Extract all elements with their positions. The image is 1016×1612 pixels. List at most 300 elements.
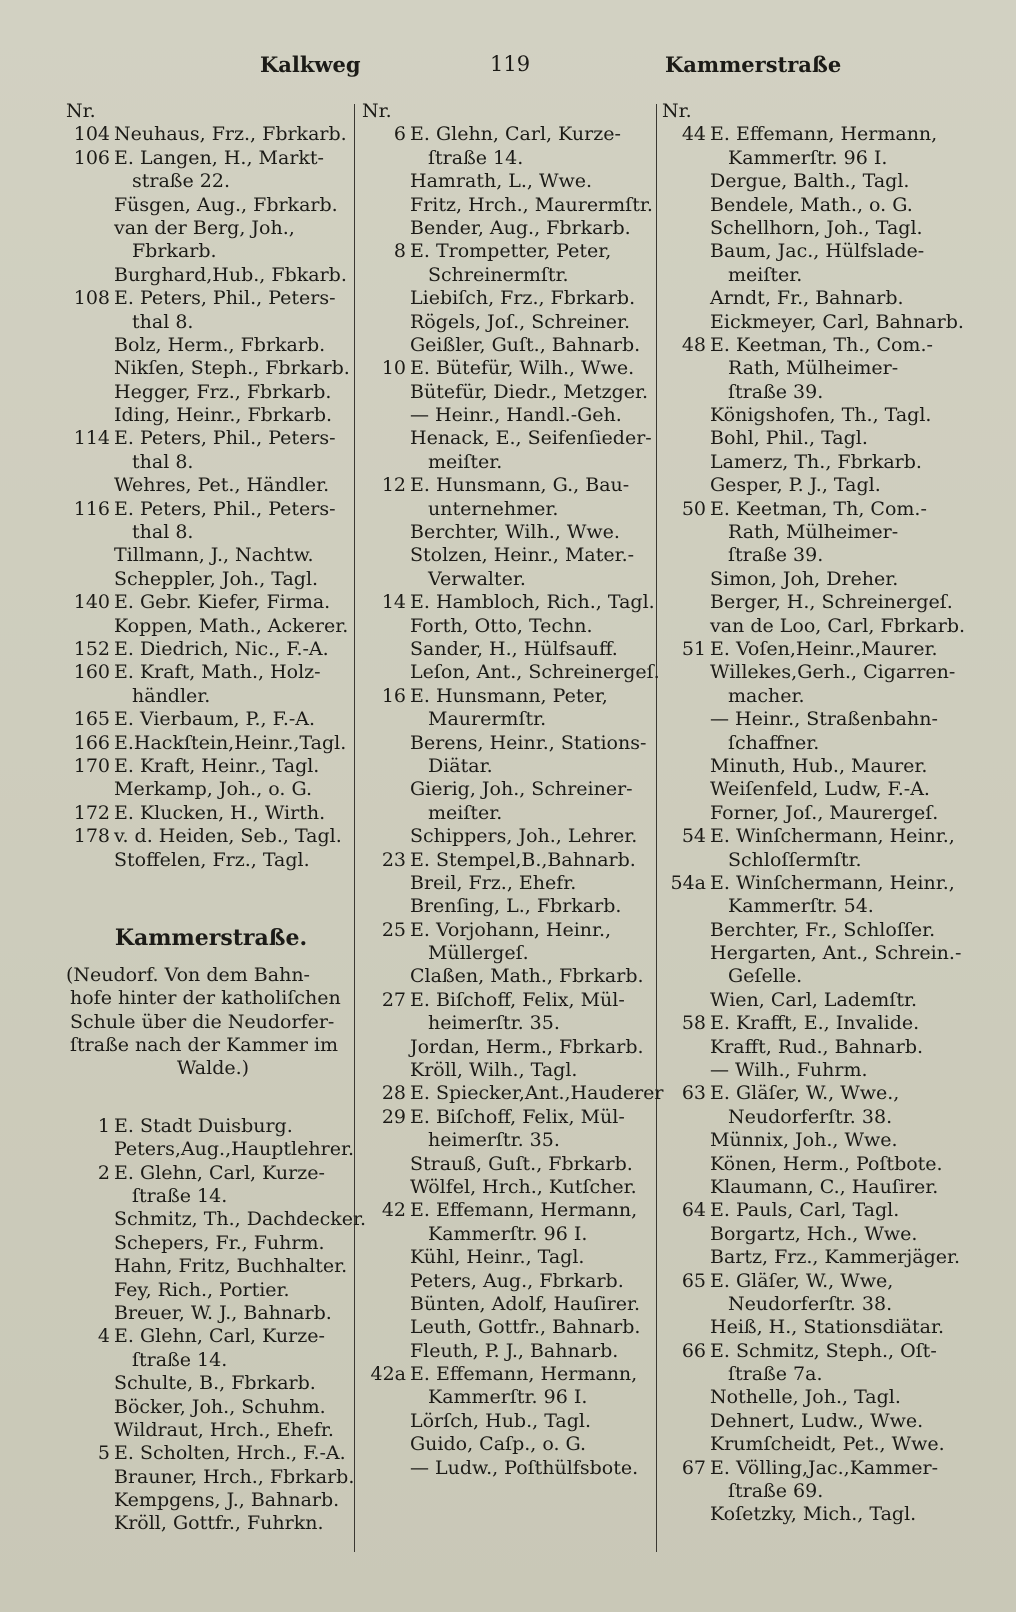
directory-entry: [362, 427, 652, 450]
directory-entry: [662, 311, 962, 334]
entry-text: Königshofen, Th., Tagl.: [710, 404, 932, 427]
entry-continuation: [362, 451, 652, 474]
entry-continuation: [362, 708, 652, 731]
directory-entry: [66, 381, 356, 404]
entry-text: Kammerſtr. 96 I.: [728, 146, 888, 169]
directory-entry: [662, 1503, 962, 1526]
directory-entry: [662, 217, 962, 240]
section-description-line: Schule über die Neudorfer-: [70, 1010, 335, 1033]
entry-text: Hahn, Fritz, Buchhalter.: [114, 1255, 348, 1278]
entry-text: Bolz, Herm., Fbrkarb.: [114, 333, 326, 356]
house-number: 50: [681, 497, 706, 520]
directory-entry: [66, 732, 356, 755]
entry-continuation: [662, 544, 962, 567]
directory-entry: [362, 1082, 664, 1105]
directory-entry: [662, 638, 962, 661]
entry-text: Borgartz, Hch., Wwe.: [710, 1222, 918, 1245]
entry-continuation: [66, 311, 356, 334]
entry-text: E. Glehn, Carl, Kurze-: [114, 1325, 325, 1348]
entry-continuation: [662, 1106, 962, 1129]
directory-entry: [66, 1232, 356, 1255]
entry-text: Berchter, Wilh., Wwe.: [410, 521, 620, 544]
directory-entry: [662, 1082, 962, 1105]
directory-entry: [66, 1162, 356, 1185]
directory-entry: [362, 1246, 652, 1269]
entry-continuation: [662, 685, 962, 708]
directory-entry: [66, 357, 356, 380]
directory-entry: [662, 568, 962, 591]
entry-text: ſchaffner.: [728, 731, 820, 754]
entry-text: — Heinr., Handl.-Geh.: [410, 404, 622, 427]
entry-continuation: [662, 1480, 962, 1503]
entry-text: Hergarten, Ant., Schrein.-: [710, 942, 962, 965]
directory-entry: [362, 1457, 652, 1480]
directory-entry: [362, 357, 652, 380]
entry-text: Rath, Mülheimer-: [728, 521, 899, 544]
directory-entry: [66, 755, 356, 778]
entry-text: ſtraße 69.: [728, 1480, 824, 1503]
section-description-line: (Neudorf. Von dem Bahn-: [66, 963, 310, 986]
entry-text: Neuhaus, Frz., Fbrkarb.: [114, 123, 347, 146]
entry-text: Stolzen, Heinr., Mater.-: [410, 544, 635, 567]
entry-text: Neudorferſtr. 38.: [728, 1105, 893, 1128]
entry-text: Hamrath, L., Wwe.: [410, 170, 593, 193]
entry-text: thal 8.: [132, 450, 194, 473]
house-number: 104: [73, 123, 110, 146]
entry-text: — Heinr., Straßenbahn-: [710, 708, 938, 731]
directory-entry: [362, 1036, 652, 1059]
entry-text: Wölfel, Hrch., Kutſcher.: [410, 1175, 637, 1198]
entry-text: Schepers, Fr., Fuhrm.: [114, 1231, 325, 1254]
house-number: 166: [73, 731, 110, 754]
directory-entry: [66, 1138, 356, 1161]
entry-text: Rögels, Joſ., Schreiner.: [410, 310, 631, 333]
entry-text: v. d. Heiden, Seb., Tagl.: [114, 825, 342, 848]
entry-text: Könen, Herm., Poſtbote.: [710, 1152, 943, 1175]
entry-text: Schippers, Joh., Lehrer.: [410, 825, 638, 848]
entry-text: Bartz, Frz., Kammerjäger.: [710, 1246, 961, 1269]
entry-text: E. Gläſer, W., Wwe,: [710, 1269, 894, 1292]
directory-entry: [66, 427, 356, 450]
entry-text: Kempgens, J., Bahnarb.: [114, 1489, 340, 1512]
directory-entry: [362, 1363, 652, 1386]
directory-entry: [662, 287, 962, 310]
house-number: 170: [73, 754, 110, 777]
entry-text: Böcker, Joh., Schuhm.: [114, 1395, 326, 1418]
directory-entry: [662, 1153, 962, 1176]
directory-entry: [362, 1433, 652, 1456]
entry-continuation: [66, 1185, 356, 1208]
entry-continuation: [362, 264, 652, 287]
directory-entry: [66, 334, 356, 357]
entry-text: E. Glehn, Carl, Kurze-: [114, 1161, 325, 1184]
directory-entry: [66, 123, 356, 146]
directory-entry: [662, 404, 962, 427]
directory-entry: [362, 1410, 652, 1433]
entry-text: van der Berg, Joh.,: [114, 216, 295, 239]
entry-continuation: [362, 498, 652, 521]
directory-entry: [662, 614, 966, 638]
directory-entry: [362, 240, 652, 263]
directory-entry: [66, 498, 356, 521]
entry-text: Dergue, Balth., Tagl.: [710, 170, 910, 193]
directory-entry: [662, 1386, 962, 1409]
entry-text: Sander, H., Hülfsauff.: [410, 637, 618, 660]
directory-entry: [662, 1059, 962, 1082]
entry-text: Guido, Caſp., o. G.: [410, 1433, 587, 1456]
entry-text: Klaumann, C., Hauſirer.: [710, 1175, 939, 1198]
entry-text: Berger, H., Schreinergeſ.: [710, 591, 953, 614]
directory-entry: [362, 1340, 652, 1363]
entry-text: Peters,Aug.,Hauptlehrer.: [114, 1138, 354, 1161]
house-number: 165: [73, 708, 110, 731]
entry-text: Liebiſch, Frz., Fbrkarb.: [410, 287, 636, 310]
entry-text: Brenſing, L., Fbrkarb.: [410, 895, 622, 918]
entry-text: Simon, Joh, Dreher.: [710, 567, 899, 590]
directory-entry: [662, 1270, 962, 1293]
directory-entry: [362, 872, 652, 895]
entry-text: Claßen, Math., Fbrkarb.: [410, 965, 644, 988]
column-nr-heading: Nr.: [66, 100, 96, 122]
entry-text: van de Loo, Carl, Fbrkarb.: [710, 614, 966, 637]
directory-entry: [66, 287, 356, 310]
house-number: 12: [381, 474, 406, 497]
house-number: 16: [381, 684, 406, 707]
directory-entry: [662, 427, 962, 450]
directory-entry: [362, 1153, 652, 1176]
house-number: 54a: [670, 871, 706, 894]
entry-text: Brauner, Hrch., Fbrkarb.: [114, 1465, 355, 1488]
entry-text: E. Gebr. Kiefer, Firma.: [114, 591, 331, 614]
entry-text: Bütefür, Diedr., Metzger.: [410, 380, 649, 403]
directory-entry: [662, 1176, 962, 1199]
entry-text: heimerſtr. 35.: [428, 1129, 560, 1152]
entry-text: E. Klucken, H., Wirth.: [114, 801, 326, 824]
entry-text: Breuer, W. J., Bahnarb.: [114, 1301, 332, 1324]
entry-text: E. Peters, Phil., Peters-: [114, 497, 336, 520]
entry-continuation: [662, 1293, 962, 1316]
directory-entry: [362, 895, 652, 918]
directory-entry: [66, 194, 356, 217]
entry-text: E. Biſchoff, Felix, Mül-: [410, 1105, 625, 1128]
entry-text: Füsgen, Aug., Fbrkarb.: [114, 193, 338, 216]
directory-entry: [362, 217, 652, 240]
entry-text: Bünten, Adolf, Hauſirer.: [410, 1292, 641, 1315]
house-number: 42a: [370, 1363, 406, 1386]
entry-text: Scheppler, Joh., Tagl.: [114, 567, 319, 590]
entry-continuation: [66, 685, 356, 708]
directory-entry: [66, 1466, 356, 1489]
entry-text: E. Voſen,Heinr.,Maurer.: [710, 637, 938, 660]
entry-text: ſtraße 7a.: [728, 1363, 823, 1386]
directory-entry: [362, 1316, 652, 1339]
entry-text: Hegger, Frz., Fbrkarb.: [114, 380, 332, 403]
directory-entry: [362, 521, 652, 544]
directory-entry: [66, 778, 356, 801]
directory-entry: [362, 170, 652, 193]
entry-text: E. Hambloch, Rich., Tagl.: [410, 591, 655, 614]
entry-continuation: [66, 451, 356, 474]
directory-entry: [66, 708, 356, 731]
entry-text: E. Peters, Phil., Peters-: [114, 287, 336, 310]
entry-continuation: [362, 1223, 652, 1246]
directory-entry: [362, 1059, 652, 1082]
entry-text: Schreinermſtr.: [428, 263, 569, 286]
directory-entry: [362, 123, 652, 146]
house-number: 4: [97, 1325, 110, 1348]
directory-entry: [66, 147, 356, 170]
directory-entry: [662, 825, 962, 848]
entry-text: E. Hunsmann, G., Bau-: [410, 474, 630, 497]
entry-text: E. Biſchoff, Felix, Mül-: [410, 988, 625, 1011]
header-left-street: Kalkweg: [260, 52, 361, 77]
entry-text: Iding, Heinr., Fbrkarb.: [114, 404, 333, 427]
house-number: 58: [681, 1012, 706, 1035]
directory-entry: [362, 311, 652, 334]
entry-text: thal 8.: [132, 521, 194, 544]
directory-entry: [66, 615, 356, 638]
entry-text: Nikſen, Steph., Fbrkarb.: [114, 357, 350, 380]
directory-entry: [662, 1316, 962, 1339]
entry-text: Wehres, Pet., Händler.: [114, 474, 330, 497]
entry-text: macher.: [728, 684, 805, 707]
directory-entry: [362, 661, 660, 684]
directory-entry: [66, 1419, 356, 1442]
house-number: 160: [73, 661, 110, 684]
house-number: 14: [381, 591, 406, 614]
entry-text: Fleuth, P. J., Bahnarb.: [410, 1339, 619, 1362]
directory-entry: [362, 638, 652, 661]
entry-text: Weiſenfeld, Ludw, F.-A.: [710, 778, 930, 801]
entry-text: Lörſch, Hub., Tagl.: [410, 1409, 592, 1432]
column-2: [362, 100, 664, 1480]
house-number: 2: [97, 1161, 110, 1184]
entry-text: Nothelle, Joh., Tagl.: [710, 1386, 901, 1409]
entry-continuation: [662, 381, 962, 404]
entry-text: — Wilh., Fuhrm.: [710, 1059, 868, 1082]
entry-text: E. Stempel,B.,Bahnarb.: [410, 848, 636, 871]
house-number: 51: [681, 637, 706, 660]
entry-text: Leuth, Gottfr., Bahnarb.: [410, 1316, 641, 1339]
house-number: 28: [381, 1082, 406, 1105]
directory-entry: [66, 1325, 356, 1348]
house-number: 1: [97, 1114, 110, 1137]
house-number: 108: [73, 287, 110, 310]
entry-text: E. Pauls, Carl, Tagl.: [710, 1199, 900, 1222]
entry-text: Schloſſermſtr.: [728, 848, 862, 871]
entry-continuation: [662, 895, 962, 918]
directory-entry: [362, 919, 652, 942]
directory-entry: [66, 544, 356, 567]
directory-entry: [662, 498, 962, 521]
column-3: [662, 100, 966, 1527]
directory-entry: [362, 381, 652, 404]
house-number: 66: [681, 1339, 706, 1362]
directory-entry: [662, 451, 962, 474]
directory-entry: [362, 778, 652, 801]
directory-entry: [662, 1410, 962, 1433]
entry-text: Breil, Frz., Ehefr.: [410, 871, 577, 894]
house-number: 6: [393, 123, 406, 146]
directory-entry: [66, 802, 356, 825]
directory-entry: [66, 591, 356, 614]
directory-entry: [662, 1433, 962, 1456]
directory-entry: [362, 685, 652, 708]
entry-text: meiſter.: [728, 263, 803, 286]
directory-entry: [662, 872, 962, 895]
entry-text: E. Keetman, Th, Com.-: [710, 497, 927, 520]
directory-entry: [662, 708, 962, 731]
entry-text: händler.: [132, 684, 211, 707]
entry-text: Kühl, Heinr., Tagl.: [410, 1246, 585, 1269]
entry-text: E. Kraft, Heinr., Tagl.: [114, 754, 320, 777]
directory-entry: [66, 568, 356, 591]
entry-text: Kröll, Gottfr., Fuhrkn.: [114, 1512, 324, 1535]
entry-text: Forner, Joſ., Maurergeſ.: [710, 801, 939, 824]
entry-text: E. Effemann, Hermann,: [710, 123, 938, 146]
directory-entry: [66, 474, 356, 497]
entry-continuation: [66, 521, 356, 544]
entry-text: Wien, Carl, Lademſtr.: [710, 988, 918, 1011]
directory-entry: [362, 989, 652, 1012]
entry-text: E. Winſchermann, Heinr.,: [710, 871, 955, 894]
entry-text: E. Winſchermann, Heinr.,: [710, 825, 955, 848]
entry-text: Koppen, Math., Ackerer.: [114, 614, 349, 637]
house-number: 172: [73, 801, 110, 824]
page-number: 119: [490, 52, 531, 76]
entry-text: Burghard,Hub., Fbkarb.: [114, 263, 347, 286]
house-number: 114: [73, 427, 110, 450]
directory-entry: [662, 1012, 962, 1035]
directory-entry: [662, 802, 962, 825]
entry-text: E. Glehn, Carl, Kurze-: [410, 123, 621, 146]
entry-text: Wildraut, Hrch., Ehefr.: [114, 1418, 334, 1441]
entry-text: Bohl, Phil., Tagl.: [710, 427, 868, 450]
entry-continuation: [66, 170, 356, 193]
directory-entry: [66, 1302, 356, 1325]
entry-text: E. Völling,Jac.,Kammer-: [710, 1456, 938, 1479]
entry-text: Schmitz, Th., Dachdecker.: [114, 1208, 367, 1231]
house-number: 27: [381, 988, 406, 1011]
entry-text: Gesper, P. J., Tagl.: [710, 474, 881, 497]
house-number: 116: [73, 497, 110, 520]
entry-text: Dehnert, Ludw., Wwe.: [710, 1409, 924, 1432]
entry-text: Stoffelen, Frz., Tagl.: [114, 848, 310, 871]
directory-entry: [66, 1255, 356, 1278]
directory-entry: [362, 404, 652, 427]
section-description-line: Walde.): [176, 1057, 250, 1080]
entry-text: thal 8.: [132, 310, 194, 333]
entry-text: Geißler, Guſt., Bahnarb.: [410, 333, 641, 356]
house-number: 23: [381, 848, 406, 871]
section-description-line: hofe hinter der katholiſchen: [70, 987, 341, 1010]
house-number: 48: [681, 333, 706, 356]
house-number: 8: [393, 240, 406, 263]
entry-text: Strauß, Guſt., Fbrkarb.: [410, 1152, 633, 1175]
entry-text: Willekes,Gerh., Cigarren-: [710, 661, 956, 684]
entry-text: unternehmer.: [428, 497, 559, 520]
entry-text: E. Vorjohann, Heinr.,: [410, 918, 612, 941]
entry-text: Baum, Jac., Hülfslade-: [710, 240, 925, 263]
directory-entry: [362, 334, 652, 357]
directory-entry: [662, 1036, 962, 1059]
entry-continuation: [66, 240, 356, 263]
house-number: 5: [97, 1442, 110, 1465]
entry-text: Verwalter.: [428, 567, 526, 590]
page-header: [60, 52, 970, 88]
house-number: 140: [73, 591, 110, 614]
entry-text: Krumſcheidt, Pet., Wwe.: [710, 1433, 945, 1456]
directory-entry: [662, 1340, 962, 1363]
house-number: 10: [381, 357, 406, 380]
directory-entry: [66, 1279, 356, 1302]
entry-text: E. Langen, H., Markt-: [114, 146, 324, 169]
entry-text: ſtraße 14.: [132, 1185, 228, 1208]
entry-text: Schulte, B., Fbrkarb.: [114, 1372, 316, 1395]
column-nr-heading: Nr.: [362, 100, 392, 122]
entry-continuation: [362, 1129, 652, 1152]
directory-entry: [66, 1372, 356, 1395]
entry-text: Heiß, H., Stationsdiätar.: [710, 1316, 945, 1339]
directory-entry: [362, 1270, 652, 1293]
house-number: 54: [681, 825, 706, 848]
column-1: [66, 100, 367, 1536]
directory-entry: [362, 591, 655, 614]
entry-text: E. Effemann, Hermann,: [410, 1363, 638, 1386]
entry-text: Diätar.: [428, 754, 493, 777]
directory-entry: [662, 1457, 962, 1480]
directory-entry: [362, 1106, 652, 1129]
entry-text: Lamerz, Th., Fbrkarb.: [710, 450, 922, 473]
directory-entry: [66, 1396, 356, 1419]
entry-text: Eickmeyer, Carl, Bahnarb.: [710, 310, 964, 333]
directory-entry: [66, 264, 356, 287]
entry-text: Leſon, Ant., Schreinergeſ.: [410, 661, 660, 684]
entry-text: ſtraße 39.: [728, 544, 824, 567]
house-number: 42: [381, 1199, 406, 1222]
house-number: 25: [381, 918, 406, 941]
directory-entry: [362, 474, 652, 497]
entry-continuation: [362, 802, 652, 825]
entry-text: Kammerſtr. 96 I.: [428, 1222, 588, 1245]
entry-continuation: [362, 942, 652, 965]
directory-entry: [362, 1199, 652, 1222]
spacer: [66, 1081, 356, 1115]
entry-text: Berchter, Fr., Schloſſer.: [710, 918, 936, 941]
entry-continuation: [662, 849, 962, 872]
directory-entry: [662, 123, 962, 146]
entry-continuation: [362, 1386, 652, 1409]
entry-text: Merkamp, Joh., o. G.: [114, 778, 313, 801]
directory-entry: [66, 661, 356, 684]
directory-entry: [66, 217, 356, 240]
house-number: 178: [73, 825, 110, 848]
directory-entry: [662, 755, 962, 778]
section-title: Kammerstraße.: [114, 924, 308, 951]
house-number: 67: [681, 1456, 706, 1479]
entry-text: Bender, Aug., Fbrkarb.: [410, 216, 631, 239]
directory-entry: [66, 638, 356, 661]
entry-text: meiſter.: [428, 450, 503, 473]
entry-continuation: [662, 732, 962, 755]
entry-text: Neudorferſtr. 38.: [728, 1292, 893, 1315]
directory-entry: [662, 1223, 962, 1246]
directory-entry: [662, 661, 962, 684]
entry-continuation: [662, 521, 962, 544]
directory-entry: [362, 965, 652, 988]
entry-text: E. Scholten, Hrch., F.-A.: [114, 1442, 346, 1465]
entry-text: Henack, E., Seifenſieder-: [410, 427, 652, 450]
